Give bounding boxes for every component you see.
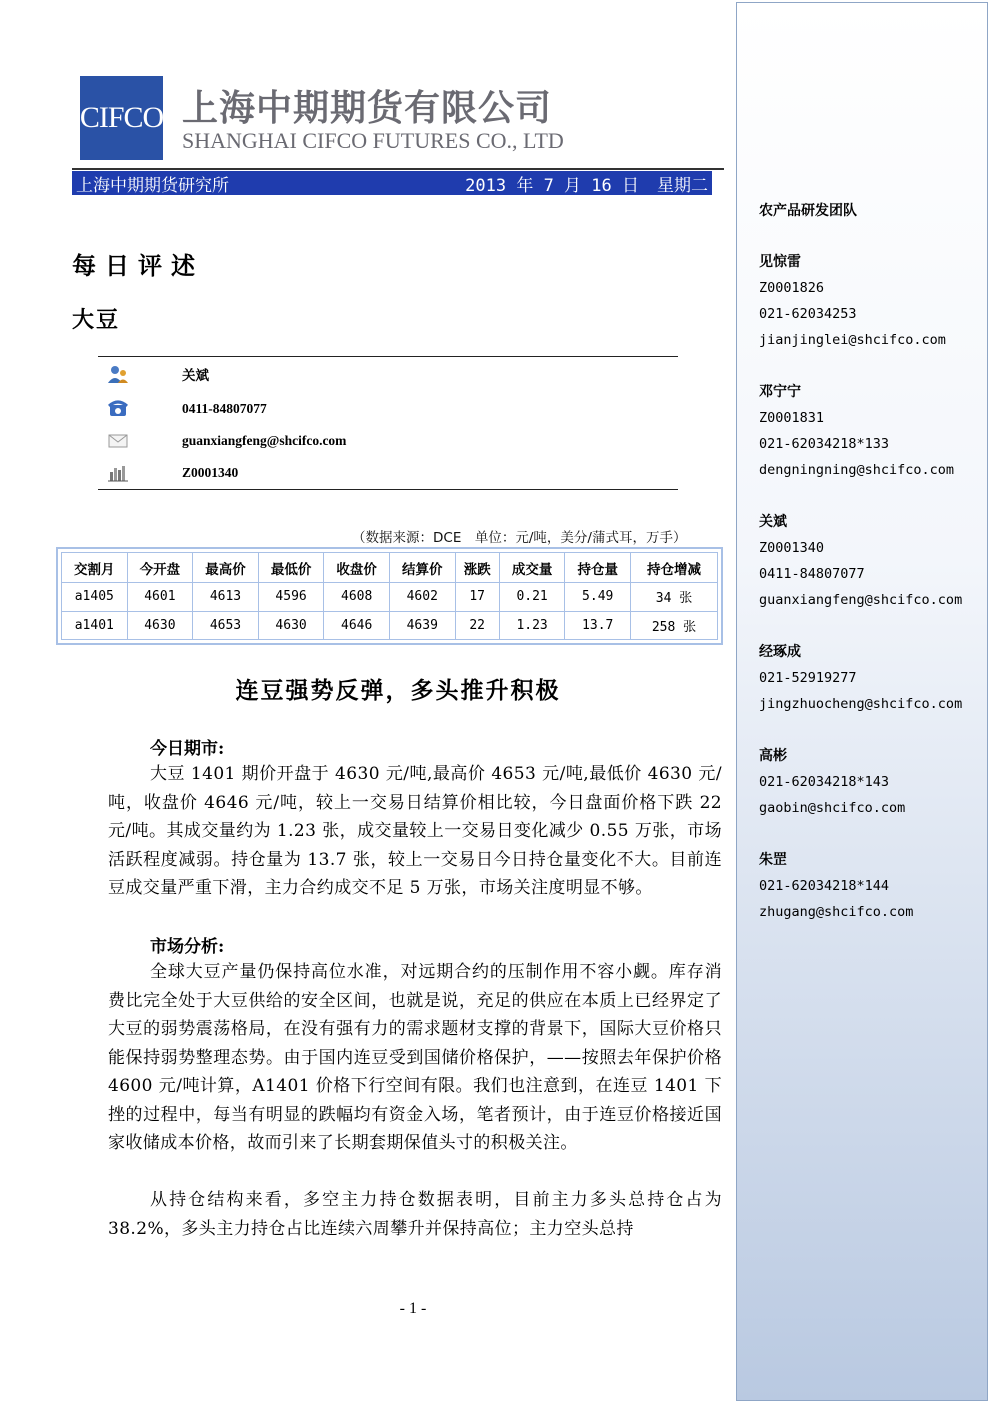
table-cell: 1.23 <box>499 611 565 640</box>
paragraph-market-today: 大豆 1401 期价开盘于 4630 元/吨,最高价 4653 元/吨,最低价 4630 元/吨，收盘价 4646 元/吨，较上一交易日结算价相比较，今日盘面价格下跌 22 元/吨。其成交量约为 1.23 张，成交量较上一交易日变化减少 0.55 万张，市场活跃程度减弱。持仓量为 13.7 张，较上一交易日今日持仓量变化不大。目前连豆成交量严重下滑，主力合约成交不足 5 万张，市场关注度明显不够。 <box>108 764 722 898</box>
col-header: 持仓增减 <box>631 553 718 583</box>
paragraph-positions: 从持仓结构来看，多空主力持仓数据表明，目前主力多头总持仓占为 38.2%，多头主力持仓占比连续六周攀升并保持高位；主力空头总持 <box>108 1190 722 1239</box>
table-cell: 4630 <box>258 611 324 640</box>
contact-email[interactable]: gaobin@shcifco.com <box>759 800 906 816</box>
contact-name: 朱罡 <box>759 852 787 868</box>
contact-line: 021-52919277 <box>759 670 857 686</box>
market-table-frame <box>56 547 723 645</box>
report-weekday: 星期二 <box>657 175 708 196</box>
contact-email[interactable]: jianjinglei@shcifco.com <box>759 332 946 348</box>
report-date: 2013 年 7 月 16 日 <box>465 175 639 196</box>
table-cell: 4602 <box>389 583 455 612</box>
table-row <box>62 583 718 612</box>
contact-name: 高彬 <box>759 748 787 764</box>
table-cell: 4653 <box>193 611 259 640</box>
contact-name: 见惊雷 <box>759 254 801 270</box>
market-data-table <box>61 552 718 640</box>
contact-line: 021-62034218*133 <box>759 436 890 452</box>
contact-line: 021-62034253 <box>759 306 857 322</box>
contact-line: 0411-84807077 <box>759 566 865 582</box>
col-header: 最高价 <box>193 553 259 583</box>
team-contact <box>759 379 954 483</box>
table-cell: a1401 <box>62 611 128 640</box>
contact-name: 经琢成 <box>759 644 801 660</box>
analyst-box-bottom-rule <box>98 489 678 490</box>
research-team-sidebar <box>736 2 988 1401</box>
contact-line: 021-62034218*143 <box>759 774 890 790</box>
col-header: 成交量 <box>499 553 565 583</box>
col-header: 收盘价 <box>324 553 390 583</box>
paragraph-analysis: 全球大豆产量仍保持高位水准，对远期合约的压制作用不容小觑。库存消费比完全处于大豆供给的安全区间，也就是说，充足的供应在本质上已经界定了大豆的弱势震荡格局，在没有强有力的需求题材支撑的背景下，国际大豆价格只能保持弱势整理态势。由于国内连豆受到国储价格保护，——按照去年保护价格 4600 元/吨计算，A1401 价格下行空间有限。我们也注意到，在连豆 1401 下挫的过程中，每当有明显的跌幅均有资金入场，笔者预计，由于连豆价格接近国家收储成本价格，故而引来了长期套期保值头寸的积极关注。 <box>108 962 722 1153</box>
phone-icon <box>106 399 130 419</box>
table-row <box>62 611 718 640</box>
company-logo: CIFCO <box>80 76 163 160</box>
table-cell: 4596 <box>258 583 324 612</box>
team-contact <box>759 847 913 925</box>
analyst-box-top-rule <box>98 356 678 357</box>
team-contact <box>759 509 962 613</box>
section-heading-analysis: 市场分析: <box>150 937 225 957</box>
institute-name: 上海中期期货研究所 <box>76 175 229 196</box>
commodity-title: 大豆 <box>72 307 121 333</box>
col-header: 持仓量 <box>565 553 631 583</box>
col-header: 今开盘 <box>127 553 193 583</box>
table-cell: 4608 <box>324 583 390 612</box>
table-cell: 4613 <box>193 583 259 612</box>
table-cell: 34 张 <box>631 583 718 612</box>
report-title: 每日评述 <box>72 251 204 280</box>
envelope-icon <box>106 431 130 451</box>
col-header: 交割月 <box>62 553 128 583</box>
contact-name: 关斌 <box>759 514 787 530</box>
contact-email[interactable]: guanxiangfeng@shcifco.com <box>759 592 963 608</box>
data-source-note: （数据来源：DCE 单位：元/吨，美分/蒲式耳，万手） <box>352 530 687 546</box>
table-cell: 4639 <box>389 611 455 640</box>
contact-email[interactable]: zhugang@shcifco.com <box>759 904 914 920</box>
header-divider <box>72 168 724 170</box>
analyst-name: 关斌 <box>182 368 209 383</box>
contact-line: Z0001340 <box>759 540 825 556</box>
bar-chart-icon <box>106 463 130 483</box>
table-cell: 17 <box>455 583 499 612</box>
company-name-en: SHANGHAI CIFCO FUTURES CO., LTD <box>182 128 564 153</box>
section-heading-market-today: 今日期市: <box>150 739 225 759</box>
table-header-row <box>62 553 718 583</box>
table-cell: 4601 <box>127 583 193 612</box>
col-header: 结算价 <box>389 553 455 583</box>
col-header: 涨跌 <box>455 553 499 583</box>
table-cell: 4630 <box>127 611 193 640</box>
table-cell: 13.7 <box>565 611 631 640</box>
analyst-phone-row <box>106 396 506 422</box>
table-cell: a1405 <box>62 583 128 612</box>
contact-name: 邓宁宁 <box>759 384 801 400</box>
team-contact <box>759 639 962 717</box>
analyst-license: Z0001340 <box>182 465 239 480</box>
team-title: 农产品研发团队 <box>759 203 857 219</box>
contact-email[interactable]: jingzhuocheng@shcifco.com <box>759 696 963 712</box>
analyst-name-row <box>106 361 506 387</box>
table-cell: 258 张 <box>631 611 718 640</box>
contact-email[interactable]: dengningning@shcifco.com <box>759 462 955 478</box>
team-contact <box>759 743 905 821</box>
person-icon <box>106 364 130 384</box>
analyst-email[interactable]: guanxiangfeng@shcifco.com <box>182 433 347 448</box>
table-cell: 5.49 <box>565 583 631 612</box>
table-cell: 22 <box>455 611 499 640</box>
analyst-phone: 0411-84807077 <box>182 401 267 416</box>
col-header: 最低价 <box>258 553 324 583</box>
team-contact <box>759 249 946 353</box>
page-number: - 1 - <box>399 1300 427 1317</box>
analyst-license-row <box>106 460 506 486</box>
contact-line: Z0001826 <box>759 280 825 296</box>
analyst-email-row <box>106 428 506 454</box>
table-cell: 0.21 <box>499 583 565 612</box>
contact-line: 021-62034218*144 <box>759 878 890 894</box>
header-bar <box>72 171 712 195</box>
table-cell: 4646 <box>324 611 390 640</box>
company-name-cn: 上海中期期货有限公司 <box>182 88 553 129</box>
contact-line: Z0001831 <box>759 410 825 426</box>
article-title: 连豆强势反弹，多头推升积极 <box>235 677 561 704</box>
